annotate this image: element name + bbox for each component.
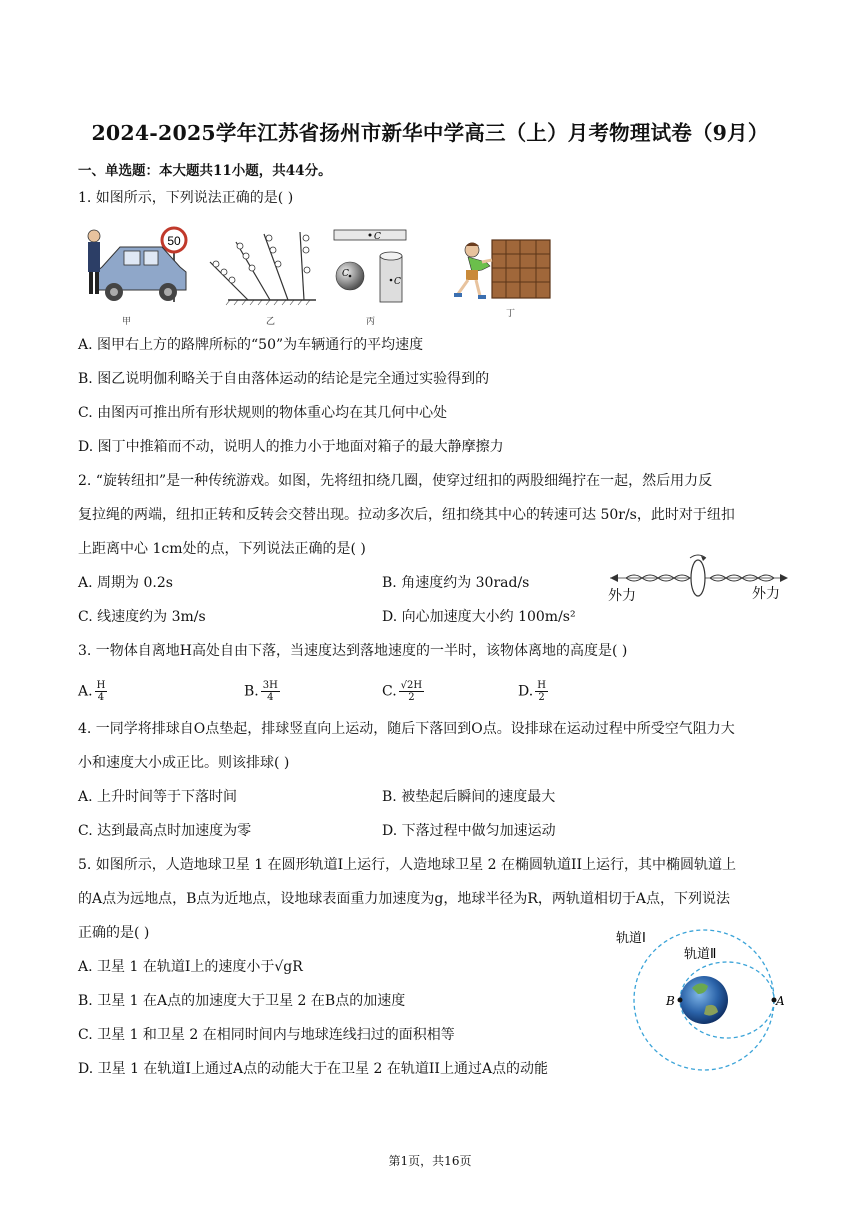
section-heading: 一、单选题：本大题共11小题，共44分。 bbox=[78, 163, 332, 179]
orbit-2-label: 轨道Ⅱ bbox=[684, 947, 717, 962]
q1-figure-yi bbox=[208, 228, 318, 306]
q1-option-b: B. 图乙说明伽利略关于自由落体运动的结论是完全通过实验得到的 bbox=[78, 371, 490, 387]
svg-text:C: C bbox=[394, 277, 401, 287]
q2-line-2: 复拉绳的两端，纽扣正转和反转会交替出现。拉动多次后，纽扣绕其中心的转速可达 50r/s，此时对于纽扣 bbox=[78, 507, 735, 523]
q2-option-a: A. 周期为 0.2s bbox=[78, 575, 173, 591]
q5-line-3: 正确的是( ) bbox=[78, 925, 150, 941]
q3-stem: 3. 一物体自离地H高处自由下落，当速度达到落地速度的一半时，该物体离地的高度是( ) bbox=[78, 643, 628, 659]
svg-text:C: C bbox=[342, 269, 349, 279]
q5-orbit-figure bbox=[610, 928, 786, 1076]
q1-stem: 1. 如图所示，下列说法正确的是( ) bbox=[78, 190, 294, 206]
page-footer: 第1页，共16页 bbox=[388, 1154, 472, 1168]
q4-line-2: 小和速度大小成正比。则该排球( ) bbox=[78, 755, 290, 771]
page-title: 2024-2025学年江苏省扬州市新华中学高三（上）月考物理试卷（9月） bbox=[91, 121, 769, 145]
q1-option-d: D. 图丁中推箱而不动，说明人的推力小于地面对箱子的最大静摩擦力 bbox=[78, 439, 504, 455]
caption-bing: 丙 bbox=[366, 317, 376, 327]
q4-option-c: C. 达到最高点时加速度为零 bbox=[78, 823, 252, 839]
q1-option-c: C. 由图丙可推出所有形状规则的物体重心均在其几何中心处 bbox=[78, 405, 448, 421]
speed-sign-text: 50 bbox=[167, 234, 181, 248]
point-b-label: B bbox=[666, 994, 675, 1008]
q5-option-d: D. 卫星 1 在轨道I上通过A点的动能大于在卫星 2 在轨道II上通过A点的动能 bbox=[78, 1061, 549, 1077]
q3-option-c: C. $\frac{√2H}{2}$ bbox=[382, 680, 423, 703]
q3-option-d: D. $\frac{H}{2}$ bbox=[518, 680, 546, 703]
q2-option-d: D. 向心加速度大小约 100m/s² bbox=[382, 609, 576, 625]
q5-line-1: 5. 如图所示，人造地球卫星 1 在圆形轨道I上运行，人造地球卫星 2 在椭圆轨道II上运行，其中椭圆轨道上 bbox=[78, 857, 737, 873]
caption-yi: 乙 bbox=[266, 317, 276, 327]
q4-option-b: B. 被垫起后瞬间的速度最大 bbox=[382, 789, 556, 805]
q1-figure-ding bbox=[452, 236, 554, 302]
force-label-right: 外力 bbox=[752, 586, 780, 602]
q1-figure-jia bbox=[82, 222, 192, 312]
q4-option-a: A. 上升时间等于下落时间 bbox=[78, 789, 238, 805]
caption-jia: 甲 bbox=[122, 317, 132, 327]
caption-ding: 丁 bbox=[506, 309, 516, 319]
q3-option-a: A. $\frac{H}{4}$ bbox=[78, 680, 106, 703]
svg-text:C: C bbox=[374, 232, 381, 242]
q4-line-1: 4. 一同学将排球自O点垫起，排球竖直向上运动，随后下落回到O点。设排球在运动过程中所受空气阻力大 bbox=[78, 721, 735, 737]
q2-option-b: B. 角速度约为 30rad/s bbox=[382, 575, 530, 591]
q5-line-2: 的A点为远地点，B点为近地点，设地球表面重力加速度为g，地球半径为R，两轨道相切于A点，下列说法 bbox=[78, 891, 731, 907]
q2-option-c: C. 线速度约为 3m/s bbox=[78, 609, 206, 625]
q5-option-a: A. 卫星 1 在轨道I上的速度小于√gR bbox=[78, 959, 303, 975]
q3-option-b: B. $\frac{3H}{4}$ bbox=[244, 680, 278, 703]
point-a-label: A bbox=[776, 994, 785, 1008]
q5-option-b: B. 卫星 1 在A点的加速度大于卫星 2 在B点的加速度 bbox=[78, 993, 406, 1009]
force-label-left: 外力 bbox=[608, 588, 636, 604]
q5-option-c: C. 卫星 1 和卫星 2 在相同时间内与地球连线扫过的面积相等 bbox=[78, 1027, 455, 1043]
q2-line-1: 2. “旋转纽扣”是一种传统游戏。如图，先将纽扣绕几圈，使穿过纽扣的两股细绳拧在一起，然后用力反 bbox=[78, 473, 713, 489]
q4-option-d: D. 下落过程中做匀加速运动 bbox=[382, 823, 556, 839]
q1-figure-bing bbox=[332, 226, 410, 310]
orbit-1-label: 轨道Ⅰ bbox=[616, 931, 646, 946]
q2-line-3: 上距离中心 1cm处的点，下列说法正确的是( ) bbox=[78, 541, 366, 557]
q1-option-a: A. 图甲右上方的路牌所标的“50”为车辆通行的平均速度 bbox=[78, 337, 424, 353]
